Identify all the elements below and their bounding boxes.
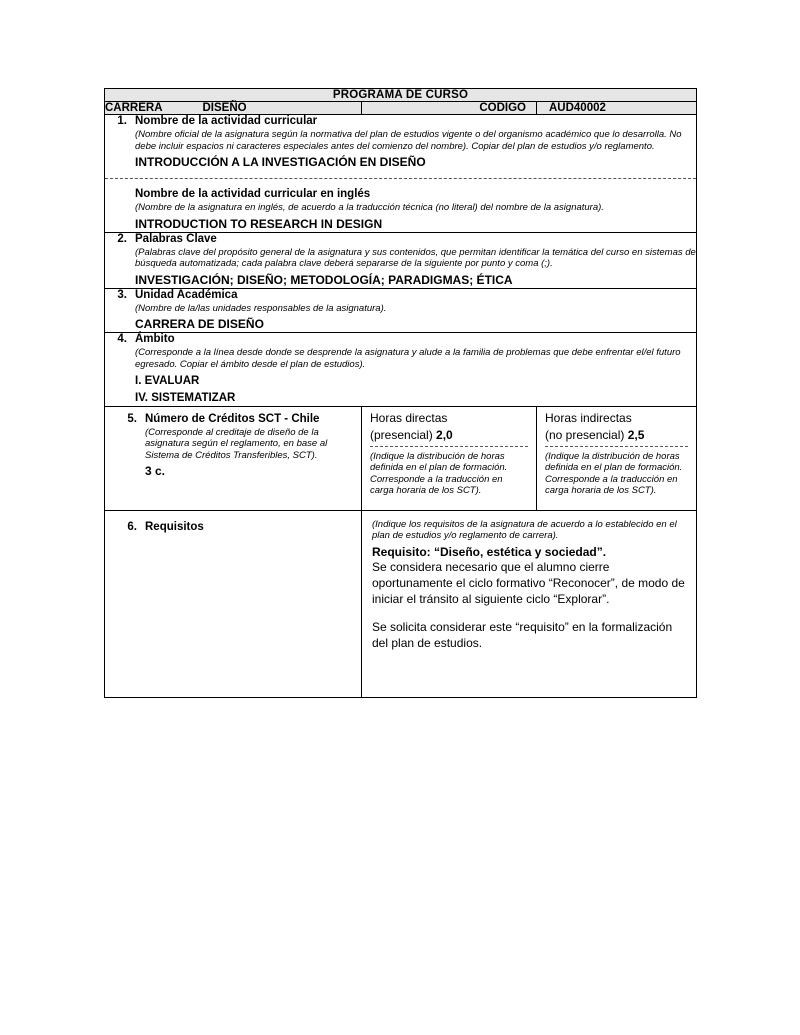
credits-left [105,407,362,510]
section-5-answer: 3 c. [145,464,166,479]
direct-hours-help: (Indique la distribución de horas definida en el plan de formación. Corresponde a la traducción en carga horaria de los SCT). [370,450,508,497]
direct-hours-prefix: (presencial) [370,427,433,442]
direct-hours-divider [370,446,528,447]
section-5-cell [105,406,697,510]
section-4-answer-line-1: I. EVALUAR [135,374,200,387]
section-6-bold-line: Requisito: “Diseño, estética y sociedad”. [372,544,607,559]
direct-hours-value [370,428,528,442]
indirect-hours-label: Horas indirectas [545,410,632,425]
section-1-sub-answer: INTRODUCTION TO RESEARCH IN DESIGN [135,216,383,231]
credits-indirect [537,407,696,510]
indirect-hours-number: 2,5 [627,427,645,442]
section-4-number: 4. [117,333,127,346]
table-row-header [105,89,697,102]
section-2-help: (Palabras clave del propósito general de la asignatura y sus contenidos, que permitan identificar la temática del curso en sistemas de búsqueda automatizada; cada palabra clave deberá separarse de la siguiente por punto y coma (;). [135,246,696,270]
section-4-answer-line-2: IV. SISTEMATIZAR [135,391,236,404]
section-3-cell [105,288,697,333]
section-5-help: (Corresponde al creditaje de diseño de la asignatura según el reglamento, en base al Sistema de Créditos Transferibles, SCT). [145,426,328,461]
section-4-help: (Corresponde a la línea desde donde se desprende la asignatura y alude a la familia de problemas que debe enfrentar el/el futuro egresado. Copiar el ámbito desde el plan de estudios). [135,347,681,371]
section-3-title: Unidad Académica [135,288,238,301]
table-row-section-2 [105,232,697,288]
credits-direct [362,407,537,510]
table-row-section-3 [105,288,697,333]
indirect-hours-divider [545,446,688,447]
section-2-answer: INVESTIGACIÓN; DISEÑO; METODOLOGÍA; PARADIGMAS; ÉTICA [135,272,513,287]
carrera-value: DISEÑO [202,102,247,114]
carrera-label: CARRERA [105,102,163,114]
table-row-section-6 [105,510,697,697]
section-1-title: Nombre de la actividad curricular [135,115,318,127]
section-1-sub-title: Nombre de la actividad curricular en inglés [135,188,371,201]
indirect-hours-prefix: (no presencial) [545,427,625,442]
section-6-gap [372,607,686,619]
section-1-cell [105,115,697,233]
section-3-answer: CARRERA DE DISEÑO [135,317,264,332]
table-row-section-4 [105,333,697,406]
section-2-title: Palabras Clave [135,232,217,245]
carrera-cell [105,102,362,115]
section-6-cell [105,510,697,697]
section-3-help: (Nombre de la/las unidades responsables de la asignatura). [135,302,387,314]
requisitos-grid [105,511,696,697]
section-1-number: 1. [117,115,127,127]
section-4-header [105,333,696,405]
section-1-english-block [105,188,696,232]
section-1-sub-help: (Nombre de la asignatura en inglés, de acuerdo a la traducción técnica (no literal) del nombre de la asignatura). [135,202,604,214]
credits-grid [105,407,696,510]
direct-hours-number: 2,0 [436,427,453,442]
section-6-paragraph-1: Se considera necesario que el alumno cierre oportunamente el ciclo formativo “Reconocer”, de modo de iniciar el tránsito al siguiente ciclo “Explorar”. [372,559,685,607]
course-program-table [104,88,697,698]
requisitos-left [105,511,362,697]
section-1-header [105,115,696,170]
codigo-value-cell: AUD40002 [537,102,697,115]
section-4-cell [105,333,697,406]
section-6-paragraph-2: Se solicita considerar este “requisito” en la formalización del plan de estudios. [372,620,673,651]
requisitos-right [362,511,696,697]
table-row-section-1 [105,115,697,233]
section-6-title: Requisitos [145,520,204,533]
section-1-help: (Nombre oficial de la asignatura según la normativa del plan de estudios vigente o del organismo académico que lo desarrolla. No debe incluir espacios ni caracteres especiales antes del comienzo del nombre). Copiar del plan de estudios y/o reglamento. [135,129,682,152]
codigo-label-cell: CODIGO [362,102,537,115]
section-3-number: 3. [117,288,127,301]
section-1-answer: INTRODUCCIÓN A LA INVESTIGACIÓN EN DISEÑO [135,155,426,170]
document-title: PROGRAMA DE CURSO [105,89,697,102]
indirect-hours-help: (Indique la distribución de horas definida en el plan de formación. Corresponde a la traducción en carga horaria de los SCT). [545,450,683,497]
section-2-number: 2. [117,232,127,245]
section-5-header [115,413,351,480]
section-6-help: (Indique los requisitos de la asignatura de acuerdo a lo establecido en el plan de estudios y/o reglamento de carrera). [372,518,677,542]
section-4-title: Ámbito [135,333,175,346]
section-6-number: 6. [127,520,137,533]
direct-hours-label: Horas directas [370,410,448,425]
section-5-number: 5. [127,412,137,425]
section-2-header [105,233,696,288]
section-3-header [105,289,696,333]
table-row-section-5 [105,406,697,510]
indirect-hours-value [545,428,688,442]
section-2-cell [105,232,697,288]
section-1-divider [105,178,696,179]
section-5-title: Número de Créditos SCT - Chile [145,412,320,425]
section-6-header [115,521,351,535]
table-row-carrera [105,102,697,115]
document-page [104,88,696,698]
